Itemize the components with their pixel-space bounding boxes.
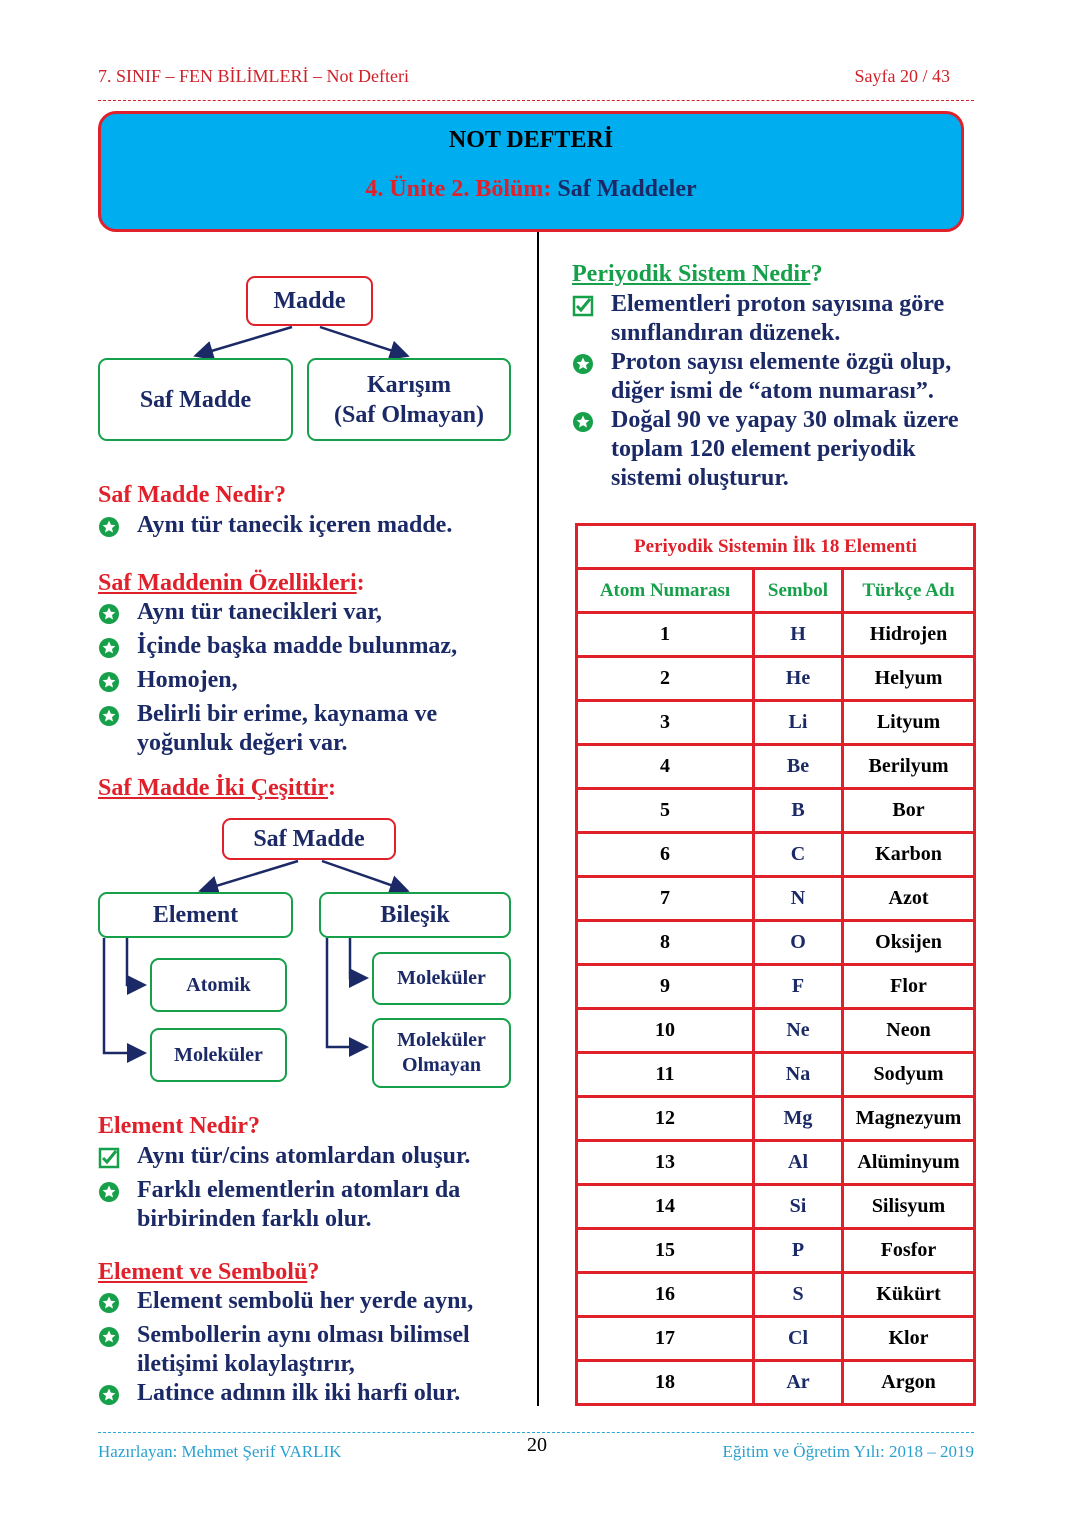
cell-name: Fosfor xyxy=(843,1229,975,1273)
star-bullet-icon xyxy=(98,1287,137,1321)
star-bullet-icon xyxy=(98,1321,137,1379)
banner-title: NOT DEFTERİ xyxy=(448,127,614,153)
unit-label: 4. Ünite 2. Bölüm: xyxy=(365,176,552,202)
cell-atom-number: 14 xyxy=(577,1185,754,1229)
cell-symbol: Cl xyxy=(754,1317,843,1361)
cell-name: Kükürt xyxy=(843,1273,975,1317)
list-element-nedir xyxy=(98,1142,518,1234)
cell-symbol: Be xyxy=(754,745,843,789)
page-counter: Sayfa 20 / 43 xyxy=(854,66,950,86)
list-item xyxy=(98,1142,518,1176)
cell-atom-number: 16 xyxy=(577,1273,754,1317)
star-bullet-icon xyxy=(98,700,137,758)
cell-symbol: O xyxy=(754,921,843,965)
page-number: 20 xyxy=(527,1434,547,1456)
heading-periyodik xyxy=(572,260,823,289)
list-item xyxy=(98,666,518,700)
cell-atom-number: 3 xyxy=(577,701,754,745)
karisim-sub: (Saf Olmayan) xyxy=(334,401,484,428)
table-row xyxy=(577,1185,975,1229)
star-bullet-icon xyxy=(572,406,611,493)
node-saf-madde: Saf Madde xyxy=(98,358,293,441)
heading-element-nedir: Element Nedir? xyxy=(98,1113,260,1139)
table-row xyxy=(577,1317,975,1361)
cell-atom-number: 5 xyxy=(577,789,754,833)
list-item-text: Sembollerin aynı olması bilimsel iletişimi kolaylaştırır, xyxy=(137,1322,470,1377)
heading-q: ? xyxy=(307,1259,320,1285)
cell-symbol: F xyxy=(754,965,843,1009)
node-bilesik: Bileşik xyxy=(319,892,511,938)
node-madde: Madde xyxy=(246,276,373,326)
table-row xyxy=(577,1229,975,1273)
list-element-sembol xyxy=(98,1287,518,1413)
list-item xyxy=(572,290,977,348)
table-row xyxy=(577,657,975,701)
list-item-text: Aynı tür/cins atomlardan oluşur. xyxy=(137,1143,471,1169)
list-item-text: Belirli bir erime, kaynama ve yoğunluk değeri var. xyxy=(137,701,438,756)
table-row xyxy=(577,1141,975,1185)
cell-atom-number: 8 xyxy=(577,921,754,965)
heading-saf-madde-nedir: Saf Madde Nedir? xyxy=(98,482,286,508)
cell-symbol: Li xyxy=(754,701,843,745)
cell-symbol: Na xyxy=(754,1053,843,1097)
heading-colon: : xyxy=(328,775,336,801)
heading-ozellikler xyxy=(98,569,365,598)
cell-name: Berilyum xyxy=(843,745,975,789)
list-item xyxy=(98,511,518,545)
col-turkce-adi: Türkçe Adı xyxy=(843,569,975,613)
star-bullet-icon xyxy=(98,598,137,632)
table-row xyxy=(577,833,975,877)
list-item-text: Proton sayısı elemente özgü olup, diğer ismi de “atom numarası”. xyxy=(611,349,952,404)
node-karisim xyxy=(307,358,511,441)
list-item-text: Aynı tür tanecik içeren madde. xyxy=(137,512,453,538)
node-element: Element xyxy=(98,892,293,938)
cell-atom-number: 17 xyxy=(577,1317,754,1361)
node-molekuler-element: Moleküler xyxy=(150,1028,287,1082)
list-item-text: Aynı tür tanecikleri var, xyxy=(137,599,382,625)
table-row xyxy=(577,701,975,745)
karisim-label: Karışım xyxy=(367,371,451,398)
list-item xyxy=(98,700,518,758)
list-item xyxy=(98,1287,518,1321)
heading-text: Saf Maddenin Özellikleri xyxy=(98,570,357,596)
cell-symbol: P xyxy=(754,1229,843,1273)
list-item-text: Element sembolü her yerde aynı, xyxy=(137,1288,474,1314)
cell-name: Sodyum xyxy=(843,1053,975,1097)
col-sembol: Sembol xyxy=(754,569,843,613)
cell-name: Alüminyum xyxy=(843,1141,975,1185)
checkbox-icon xyxy=(572,290,611,348)
heading-text: Periyodik Sistem Nedir xyxy=(572,261,811,287)
cell-name: Flor xyxy=(843,965,975,1009)
node-line-1: Moleküler xyxy=(397,1029,486,1051)
cell-symbol: C xyxy=(754,833,843,877)
footer-divider xyxy=(98,1432,974,1433)
cell-symbol: Mg xyxy=(754,1097,843,1141)
cell-name: Oksijen xyxy=(843,921,975,965)
header-title: 7. SINIF – FEN BİLİMLERİ – Not Defteri xyxy=(98,66,409,86)
list-item xyxy=(98,1379,518,1413)
cell-atom-number: 11 xyxy=(577,1053,754,1097)
table-row xyxy=(577,1097,975,1141)
star-bullet-icon xyxy=(98,511,137,545)
table-row xyxy=(577,1009,975,1053)
list-item xyxy=(572,348,977,406)
table-title: Periyodik Sistemin İlk 18 Elementi xyxy=(577,525,975,569)
list-item xyxy=(98,1321,518,1379)
cell-atom-number: 15 xyxy=(577,1229,754,1273)
cell-symbol: Si xyxy=(754,1185,843,1229)
cell-atom-number: 9 xyxy=(577,965,754,1009)
list-periyodik xyxy=(572,290,977,493)
cell-atom-number: 18 xyxy=(577,1361,754,1405)
footer-year: Eğitim ve Öğretim Yılı: 2018 – 2019 xyxy=(722,1442,974,1461)
node-molekuler-bilesik: Moleküler xyxy=(372,952,511,1005)
list-item xyxy=(98,1176,518,1234)
list-item-text: Latince adının ilk iki harfi olur. xyxy=(137,1380,461,1406)
list-item xyxy=(98,632,518,666)
star-bullet-icon xyxy=(98,632,137,666)
cell-symbol: He xyxy=(754,657,843,701)
cell-name: Klor xyxy=(843,1317,975,1361)
table-row xyxy=(577,965,975,1009)
cell-symbol: S xyxy=(754,1273,843,1317)
cell-name: Azot xyxy=(843,877,975,921)
list-item-text: Elementleri proton sayısına göre sınıflandıran düzenek. xyxy=(611,291,945,346)
cell-atom-number: 7 xyxy=(577,877,754,921)
table-row xyxy=(577,921,975,965)
star-bullet-icon xyxy=(98,1379,137,1413)
heading-text: Saf Madde İki Çeşittir xyxy=(98,775,328,801)
cell-symbol: B xyxy=(754,789,843,833)
heading-colon: : xyxy=(356,570,365,596)
footer-author: Hazırlayan: Mehmet Şerif VARLIK xyxy=(98,1442,342,1461)
table-row xyxy=(577,613,975,657)
cell-atom-number: 4 xyxy=(577,745,754,789)
elements-table xyxy=(575,523,976,1406)
table-row xyxy=(577,1273,975,1317)
node-saf-madde-2: Saf Madde xyxy=(222,818,396,860)
cell-name: Argon xyxy=(843,1361,975,1405)
star-bullet-icon xyxy=(572,348,611,406)
table-row xyxy=(577,1361,975,1405)
table-row xyxy=(577,877,975,921)
cell-atom-number: 2 xyxy=(577,657,754,701)
cell-atom-number: 13 xyxy=(577,1141,754,1185)
cell-atom-number: 6 xyxy=(577,833,754,877)
cell-atom-number: 12 xyxy=(577,1097,754,1141)
list-item-text: İçinde başka madde bulunmaz, xyxy=(137,633,458,659)
cell-symbol: N xyxy=(754,877,843,921)
cell-symbol: Ne xyxy=(754,1009,843,1053)
cell-symbol: Ar xyxy=(754,1361,843,1405)
heading-element-sembol xyxy=(98,1258,319,1287)
heading-text: Element ve Sembolü xyxy=(98,1259,308,1285)
list-saf-madde-nedir xyxy=(98,511,518,545)
star-bullet-icon xyxy=(98,666,137,700)
topic-label: Saf Maddeler xyxy=(557,176,697,202)
table-row xyxy=(577,789,975,833)
cell-atom-number: 1 xyxy=(577,613,754,657)
node-atomik: Atomik xyxy=(150,958,287,1012)
cell-atom-number: 10 xyxy=(577,1009,754,1053)
cell-name: Magnezyum xyxy=(843,1097,975,1141)
checkbox-icon xyxy=(98,1142,137,1176)
cell-name: Lityum xyxy=(843,701,975,745)
cell-symbol: Al xyxy=(754,1141,843,1185)
cell-name: Helyum xyxy=(843,657,975,701)
node-molekuler-olmayan xyxy=(372,1018,511,1088)
table-row xyxy=(577,1053,975,1097)
col-atom-numarasi: Atom Numarası xyxy=(577,569,754,613)
list-item-text: Doğal 90 ve yapay 30 olmak üzere toplam 120 element periyodik sistemi oluşturur. xyxy=(611,407,959,491)
node-line-2: Olmayan xyxy=(402,1054,481,1076)
cell-symbol: H xyxy=(754,613,843,657)
heading-q: ? xyxy=(810,261,823,287)
list-item-text: Farklı elementlerin atomları da birbirinden farklı olur. xyxy=(137,1177,461,1232)
list-ozellikler xyxy=(98,598,518,758)
heading-iki-cesit xyxy=(98,774,336,803)
list-item xyxy=(98,598,518,632)
cell-name: Bor xyxy=(843,789,975,833)
list-item-text: Homojen, xyxy=(137,667,238,693)
list-item xyxy=(572,406,977,493)
cell-name: Silisyum xyxy=(843,1185,975,1229)
cell-name: Neon xyxy=(843,1009,975,1053)
table-row xyxy=(577,745,975,789)
cell-name: Karbon xyxy=(843,833,975,877)
star-bullet-icon xyxy=(98,1176,137,1234)
cell-name: Hidrojen xyxy=(843,613,975,657)
